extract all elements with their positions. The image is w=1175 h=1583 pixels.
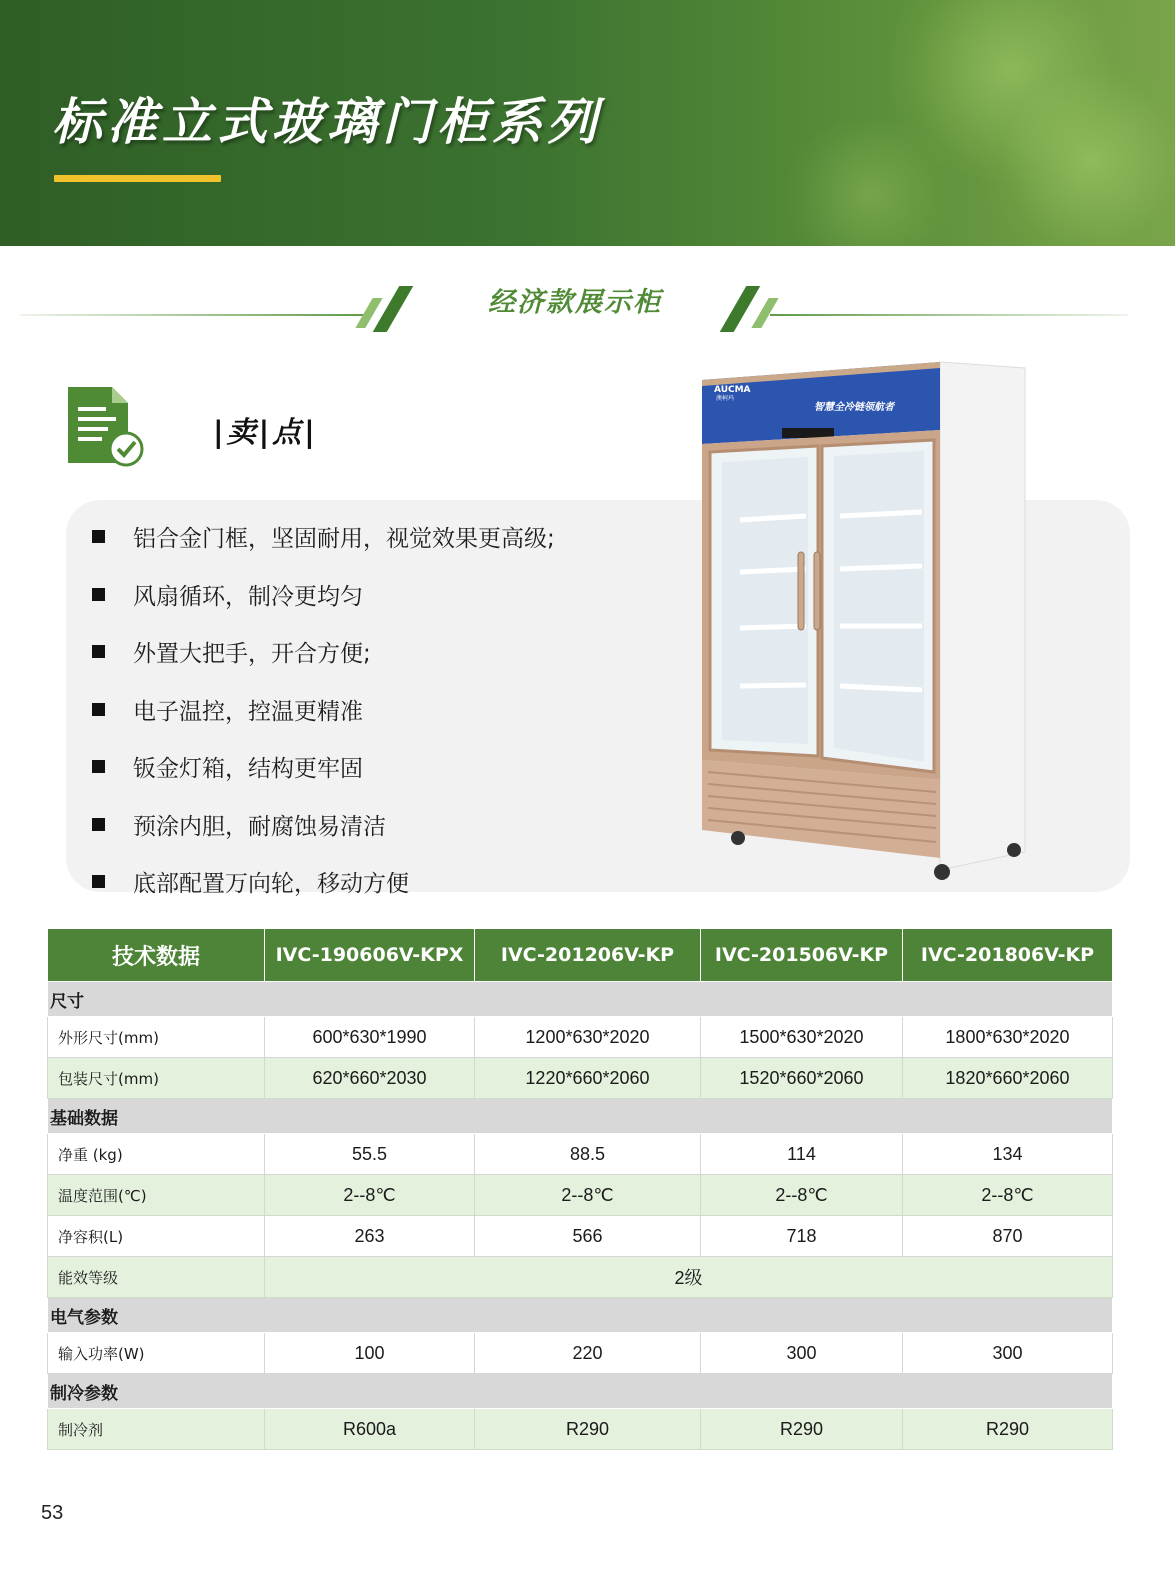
brand-subtitle: 澳柯玛 [716, 395, 735, 402]
bullet-icon [92, 645, 105, 658]
table-group-row: 尺寸 [48, 982, 1113, 1017]
spec-table [47, 928, 1113, 1450]
table-header-label: 技术数据 [48, 929, 265, 982]
table-row: 制冷剂 R600a R290 R290 R290 [48, 1409, 1113, 1450]
list-item: 风扇循环，制冷更均匀 [92, 566, 555, 624]
selling-points-title: |卖|点| [213, 415, 318, 449]
control-panel [782, 428, 834, 438]
table-row: 输入功率(W) 100 220 300 300 [48, 1333, 1113, 1374]
model-header: IVC-201806V-KP [903, 929, 1113, 982]
table-row: 包装尺寸(mm) 620*660*2030 1220*660*2060 1520*660*2060 1820*660*2060 [48, 1058, 1113, 1099]
document-check-icon [66, 385, 146, 471]
section-divider-right [770, 314, 1128, 316]
door-handle [814, 552, 820, 630]
table-row: 净重 (kg) 55.5 88.5 114 134 [48, 1134, 1113, 1175]
display-cabinet-image [700, 360, 1035, 890]
model-header: IVC-201506V-KP [701, 929, 903, 982]
feature-list [92, 508, 555, 911]
bullet-icon [92, 703, 105, 716]
slash-decoration [373, 286, 414, 332]
section-title: 经济款展示柜 [488, 287, 662, 318]
list-item: 预涂内胆，耐腐蚀易清洁 [92, 796, 555, 854]
bullet-icon [92, 588, 105, 601]
page-number: 53 [41, 1502, 64, 1524]
door-handle [798, 552, 804, 630]
bullet-icon [92, 818, 105, 831]
section-divider-left [20, 314, 365, 316]
list-item: 底部配置万向轮，移动方便 [92, 853, 555, 911]
title-underline [54, 175, 221, 182]
table-group-row: 基础数据 [48, 1099, 1113, 1134]
model-header: IVC-201206V-KP [475, 929, 701, 982]
table-group-row: 制冷参数 [48, 1374, 1113, 1409]
table-group-row: 电气参数 [48, 1298, 1113, 1333]
table-row: 净容积(L) 263 566 718 870 [48, 1216, 1113, 1257]
header-banner [0, 0, 1175, 246]
brand-logo: AUCMA [714, 385, 751, 395]
table-row: 外形尺寸(mm) 600*630*1990 1200*630*2020 1500*630*2020 1800*630*2020 [48, 1017, 1113, 1058]
list-item: 钣金灯箱，结构更牢固 [92, 738, 555, 796]
model-header: IVC-190606V-KPX [265, 929, 475, 982]
slogan-text: 智慧全冷链领航者 [814, 402, 894, 413]
list-item: 外置大把手，开合方便; [92, 623, 555, 681]
list-item: 电子温控，控温更精准 [92, 681, 555, 739]
page-title: 标准立式玻璃门柜系列 [52, 93, 602, 151]
bullet-icon [92, 530, 105, 543]
table-row: 能效等级 2级 [48, 1257, 1113, 1298]
table-row: 温度范围(℃) 2--8℃ 2--8℃ 2--8℃ 2--8℃ [48, 1175, 1113, 1216]
list-item: 铝合金门框，坚固耐用，视觉效果更高级; [92, 508, 555, 566]
bullet-icon [92, 760, 105, 773]
slash-decoration [751, 298, 778, 328]
bullet-icon [92, 875, 105, 888]
